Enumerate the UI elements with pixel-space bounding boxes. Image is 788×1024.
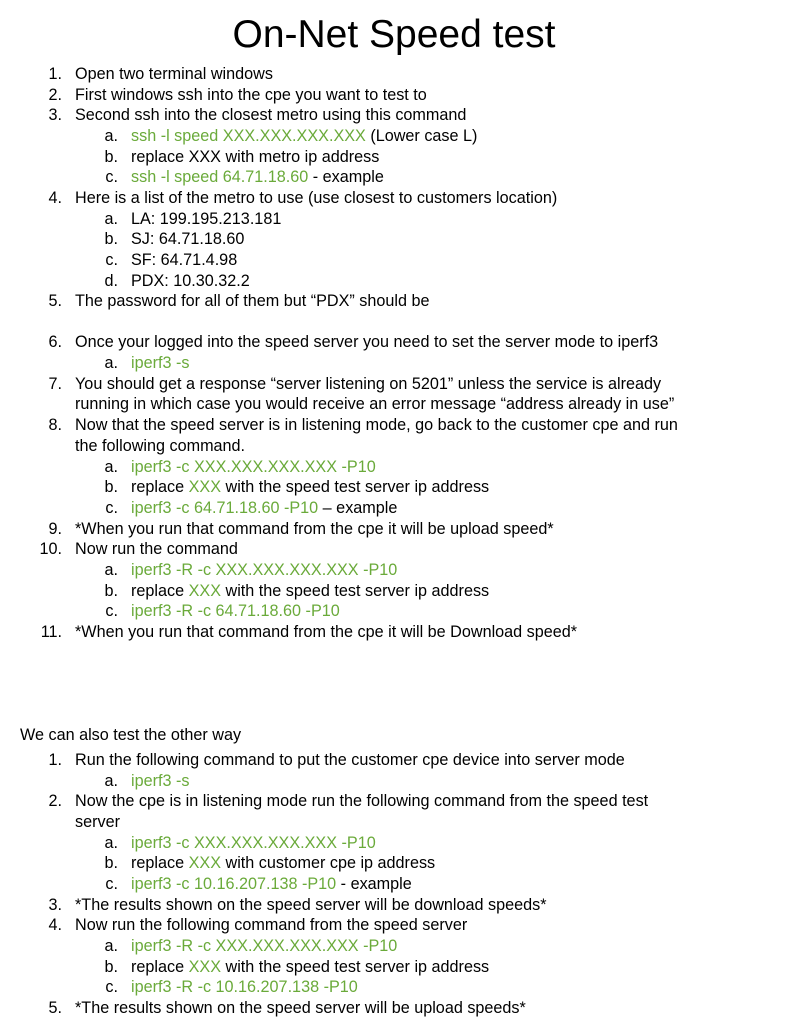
item-text: Now run the command [75,540,238,558]
item-text: the following command. [75,437,246,455]
sub-item-text: LA: 199.195.213.181 [131,210,282,228]
note-text: - example [308,168,384,186]
item-text: *The results shown on the speed server will be download speeds* [75,896,547,914]
item-text: Once your logged into the speed server you need to set the server mode to iperf3 [75,333,659,351]
sub-item-marker: c. [105,978,118,996]
sub-item-text [131,874,412,895]
section-heading-text: We can also test the other way [20,726,242,744]
sub-item-marker: a. [104,210,118,228]
sub-item-text [131,581,489,602]
command-text: iperf3 -c XXX.XXX.XXX.XXX -P10 [131,834,376,852]
placeholder-text: XXX [188,958,221,976]
sub-item-marker: c. [105,602,118,620]
note-text: with the speed test server ip address [221,582,490,600]
note-text: with customer cpe ip address [221,854,436,872]
sub-item-text [131,126,477,147]
item-text: You should get a response “server listening on 5201” unless the service is already [75,375,662,393]
command-text: iperf3 -c XXX.XXX.XXX.XXX -P10 [131,458,376,476]
page-title: On-Net Speed test [232,13,556,56]
sub-item-text: SF: 64.71.4.98 [131,251,238,269]
note-text: with the speed test server ip address [221,958,490,976]
item-number: 5. [48,292,62,310]
sub-item-marker: b. [104,230,118,248]
placeholder-text: XXX [188,478,221,496]
item-number: 8. [48,416,62,434]
item-number: 10. [39,540,62,558]
command-text: ssh -l speed 64.71.18.60 [131,168,309,186]
pre-text: replace [131,582,189,600]
command-text: iperf3 -R -c 64.71.18.60 -P10 [131,602,340,620]
command-text: iperf3 -R -c 10.16.207.138 -P10 [131,978,358,996]
sub-item-text [131,477,489,498]
sub-item-marker: b. [104,478,118,496]
item-text: *The results shown on the speed server will be upload speeds* [75,999,526,1017]
item-number: 6. [48,333,62,351]
sub-item-marker: a. [104,127,118,145]
sub-item-marker: b. [104,582,118,600]
item-text: Here is a list of the metro to use (use closest to customers location) [75,189,558,207]
sub-item-marker: a. [104,772,118,790]
item-number: 1. [48,751,62,769]
item-text: *When you run that command from the cpe it will be Download speed* [75,623,578,641]
item-text: Now that the speed server is in listening mode, go back to the customer cpe and run [75,416,678,434]
item-number: 2. [48,792,62,810]
item-text: *When you run that command from the cpe it will be upload speed* [75,520,554,538]
pre-text: replace [131,478,189,496]
sub-item-marker: a. [104,561,118,579]
note-text: with the speed test server ip address [221,478,490,496]
pre-text: replace [131,958,189,976]
command-text: ssh -l speed XXX.XXX.XXX.XXX [131,127,366,145]
command-text: iperf3 -s [131,772,190,790]
pre-text: replace [131,854,189,872]
item-text: server [75,813,120,831]
command-text: iperf3 -c 64.71.18.60 -P10 [131,499,319,517]
item-text: running in which case you would receive an error message “address already in use” [75,395,675,413]
sub-item-text [131,498,397,519]
item-number: 9. [48,520,62,538]
placeholder-text: XXX [188,854,221,872]
sub-item-text [131,957,489,978]
note-text: - example [336,875,412,893]
command-text: iperf3 -R -c XXX.XXX.XXX.XXX -P10 [131,561,398,579]
command-text: iperf3 -s [131,354,190,372]
item-number: 3. [48,896,62,914]
item-text: Open two terminal windows [75,65,273,83]
item-number: 7. [48,375,62,393]
sub-item-text: replace XXX with metro ip address [131,148,380,166]
sub-item-marker: b. [104,958,118,976]
sub-item-marker: b. [104,148,118,166]
note-text: (Lower case L) [365,127,478,145]
item-text: First windows ssh into the cpe you want to test to [75,86,427,104]
item-number: 5. [48,999,62,1017]
item-number: 11. [40,623,62,641]
item-number: 4. [48,916,62,934]
item-text: Now the cpe is in listening mode run the following command from the speed test [75,792,649,810]
sub-item-marker: b. [104,854,118,872]
sub-item-marker: a. [104,458,118,476]
sub-item-marker: c. [105,168,118,186]
command-text: iperf3 -R -c XXX.XXX.XXX.XXX -P10 [131,937,398,955]
sub-item-marker: c. [105,499,118,517]
sub-item-text: SJ: 64.71.18.60 [131,230,245,248]
sub-item-marker: a. [104,834,118,852]
placeholder-text: XXX [188,582,221,600]
sub-item-text [131,853,435,874]
sub-item-marker: c. [105,875,118,893]
sub-item-text [131,167,384,188]
sub-item-marker: a. [104,354,118,372]
command-text: iperf3 -c 10.16.207.138 -P10 [131,875,337,893]
sub-item-marker: a. [104,937,118,955]
item-number: 4. [48,189,62,207]
sub-item-marker: d. [104,272,118,290]
item-text: Now run the following command from the speed server [75,916,468,934]
item-number: 3. [48,106,62,124]
sub-item-marker: c. [105,251,118,269]
sub-item-text: PDX: 10.30.32.2 [131,272,250,290]
item-number: 2. [48,86,62,104]
item-text: Run the following command to put the customer cpe device into server mode [75,751,625,769]
note-text: – example [318,499,398,517]
item-text: Second ssh into the closest metro using this command [75,106,467,124]
item-number: 1. [48,65,62,83]
item-text: The password for all of them but “PDX” should be [75,292,430,310]
